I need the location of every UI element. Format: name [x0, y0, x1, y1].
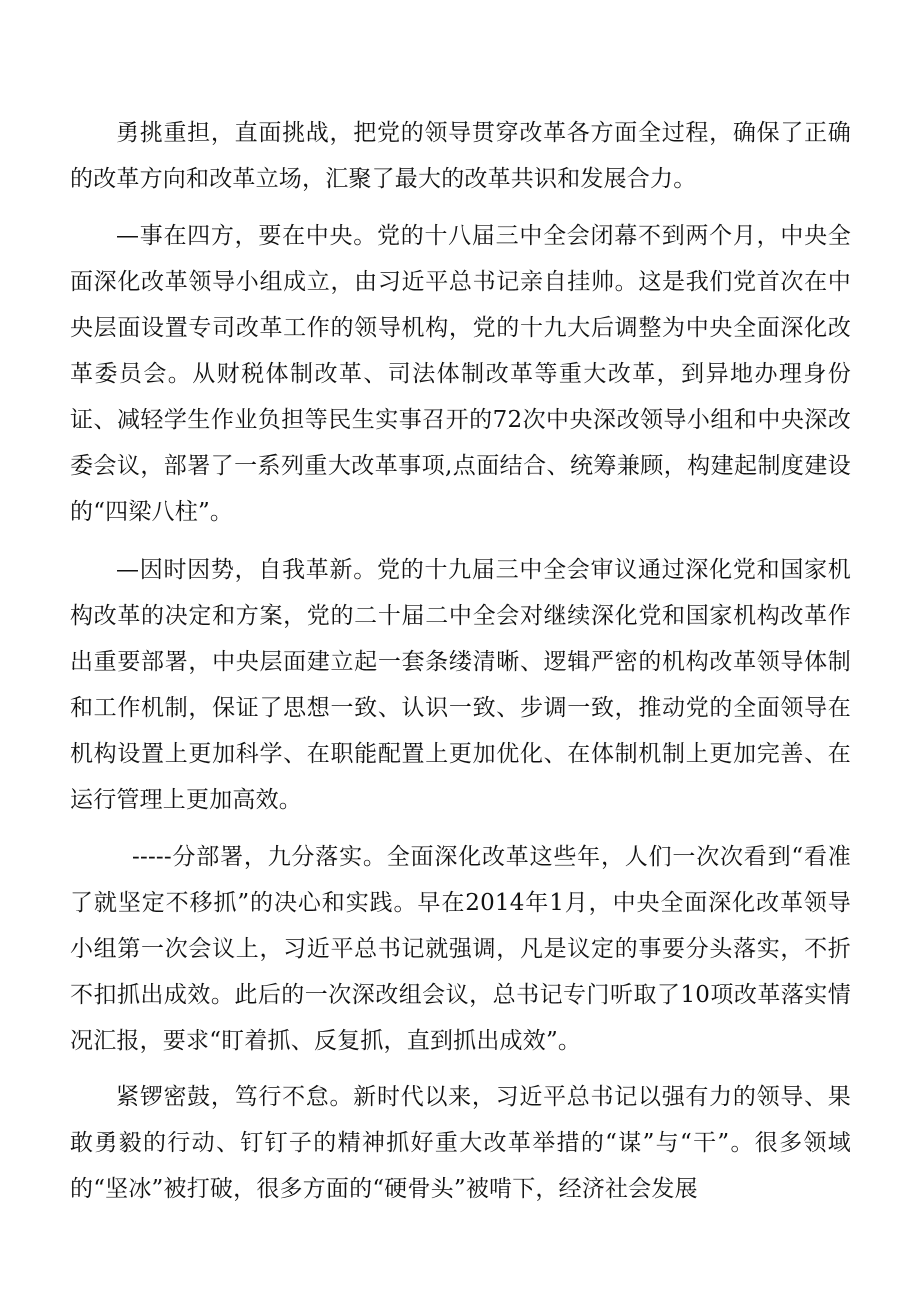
paragraph-institutional-reform: —因时因势，自我革新。党的十九届三中全会审议通过深化党和国家机构改革的决定和方案，党的二十届二中全会对继续深化党和国家机构改革作出重要部署，中央层面建立起一套条缕清晰、逻辑严密的机构改革领导体制和工作机制，保证了思想一致、认识一致、步调一致，推动党的全面领导在机构设置上更加科学、在职能配置上更加优化、在体制机制上更加完善、在运行管理上更加高效。: [70, 557, 851, 813]
paragraph-steady-progress: 紧锣密鼓，笃行不怠。新时代以来，习近平总书记以强有力的领导、果敢勇毅的行动、钉钉子的精神抓好重大改革举措的“谋”与“干”。很多领域的“坚冰”被打破，很多方面的“硬骨头”被啃下，经济社会发展: [70, 1084, 851, 1202]
paragraph-leadership-overview: 勇挑重担，直面挑战，把党的领导贯穿改革各方面全过程，确保了正确的改革方向和改革立场，汇聚了最大的改革共识和发展合力。: [70, 120, 851, 192]
paragraph-implementation: -----分部署，九分落实。全面深化改革这些年，人们一次次看到“看准了就坚定不移抓”的决心和实践。早在2014年1月，中央全面深化改革领导小组第一次会议上，习近平总书记就强调，凡是议定的事要分头落实，不折不扣抓出成效。此后的一次深改组会议，总书记专门听取了10项改革落实情况汇报，要求“盯着抓、反复抓，直到抓出成效”。: [70, 844, 851, 1054]
paragraph-central-leadership: —事在四方，要在中央。党的十八届三中全会闭幕不到两个月，中央全面深化改革领导小组成立，由习近平总书记亲自挂帅。这是我们党首次在中央层面设置专司改革工作的领导机构，党的十九大后调整为中央全面深化改革委员会。从财税体制改革、司法体制改革等重大改革，到异地办理身份证、减轻学生作业负担等民生实事召开的72次中央深改领导小组和中央深改委会议，部署了一系列重大改革事项,点面结合、统筹兼顾，构建起制度建设的“四梁八柱”。: [70, 223, 851, 525]
